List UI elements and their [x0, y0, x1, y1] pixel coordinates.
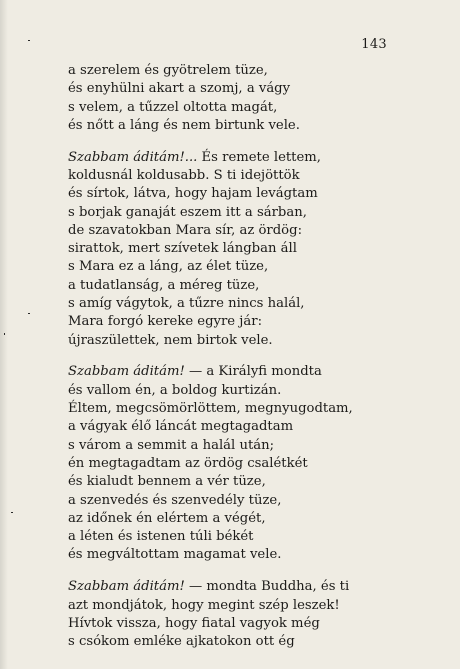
margin-mark: [4, 333, 5, 335]
line-text: s amíg vágytok, a tűzre nincs halál,: [68, 296, 305, 312]
poem-line: [68, 99, 398, 117]
poem-line: [68, 258, 398, 276]
poem-line: [68, 437, 398, 455]
poem-line: [68, 615, 398, 633]
line-text: és nőtt a láng és nem birtunk vele.: [68, 117, 300, 133]
poem-line: [68, 578, 398, 596]
line-text: sirattok, mert szívetek lángban áll: [68, 241, 297, 257]
poem-line: [68, 222, 398, 240]
line-text: koldusnál koldusabb. S ti idejöttök: [68, 167, 300, 183]
margin-mark: [11, 512, 13, 513]
poem-line: [68, 204, 398, 222]
line-text: a vágyak élő láncát megtagadtam: [68, 419, 294, 435]
refrain-text: Szabbam áditám!: [68, 364, 185, 380]
line-text: újraszülettek, nem birtok vele.: [68, 332, 273, 348]
poem-line: [68, 455, 398, 473]
poem-line: [68, 492, 398, 510]
poem-line: [68, 400, 398, 418]
margin-mark: [28, 40, 30, 41]
stanza: [68, 363, 398, 564]
page-number: 143: [361, 37, 387, 52]
refrain-text: Szabbam áditám!...: [68, 149, 198, 165]
poem-line: [68, 633, 398, 651]
poem-line: [68, 62, 398, 80]
line-text: de szavatokban Mara sír, az ördög:: [68, 222, 303, 238]
line-text: a tudatlanság, a méreg tüze,: [68, 277, 260, 293]
line-text: a léten és istenen túli békét: [68, 529, 254, 545]
poem-line: [68, 277, 398, 295]
line-text: s csókom emléke ajkatokon ott ég: [68, 634, 295, 650]
line-text: én megtagadtam az ördög csalétkét: [68, 455, 308, 471]
line-text: és megváltottam magamat vele.: [68, 547, 282, 563]
stanza: [68, 62, 398, 135]
stanza: [68, 149, 398, 350]
line-text: s velem, a tűzzel oltotta magát,: [68, 99, 278, 115]
poem-line: [68, 510, 398, 528]
line-text: s várom a semmit a halál után;: [68, 437, 275, 453]
poem-text: [68, 62, 398, 651]
line-text: s Mara ez a láng, az élet tüze,: [68, 259, 269, 275]
line-text: És remete lettem,: [197, 149, 321, 165]
line-text: és vallom én, a boldog kurtizán.: [68, 382, 282, 398]
line-text: — a Királyfi mondta: [184, 364, 322, 380]
stanza: [68, 578, 398, 651]
poem-line: [68, 546, 398, 564]
poem-line: [68, 528, 398, 546]
line-text: a szenvedés és szenvedély tüze,: [68, 492, 282, 508]
line-text: a szerelem és gyötrelem tüze,: [68, 63, 268, 78]
poem-line: [68, 295, 398, 313]
poem-line: [68, 313, 398, 331]
line-text: és enyhülni akart a szomj, a vágy: [68, 81, 291, 97]
line-text: s borjak ganaját eszem itt a sárban,: [68, 204, 307, 220]
line-text: Hívtok vissza, hogy fiatal vagyok még: [68, 615, 320, 631]
margin-mark: [28, 313, 30, 314]
refrain-text: Szabbam áditám!: [68, 579, 185, 595]
poem-line: [68, 149, 398, 167]
poem-line: [68, 240, 398, 258]
poem-line: [68, 418, 398, 436]
poem-line: [68, 185, 398, 203]
poem-line: [68, 80, 398, 98]
line-text: — mondta Buddha, és ti: [184, 579, 350, 595]
line-text: Mara forgó kereke egyre jár:: [68, 314, 263, 330]
poem-line: [68, 473, 398, 491]
poem-line: [68, 167, 398, 185]
poem-line: [68, 332, 398, 350]
poem-line: [68, 382, 398, 400]
line-text: az időnek én elértem a végét,: [68, 510, 266, 526]
line-text: azt mondjátok, hogy megint szép leszek!: [68, 597, 340, 613]
line-text: Éltem, megcsömörlöttem, megnyugodtam,: [68, 401, 353, 417]
poem-line: [68, 363, 398, 381]
line-text: és sírtok, látva, hogy hajam levágtam: [68, 186, 318, 202]
line-text: és kialudt bennem a vér tüze,: [68, 474, 266, 490]
poem-line: [68, 597, 398, 615]
poem-line: [68, 117, 398, 135]
